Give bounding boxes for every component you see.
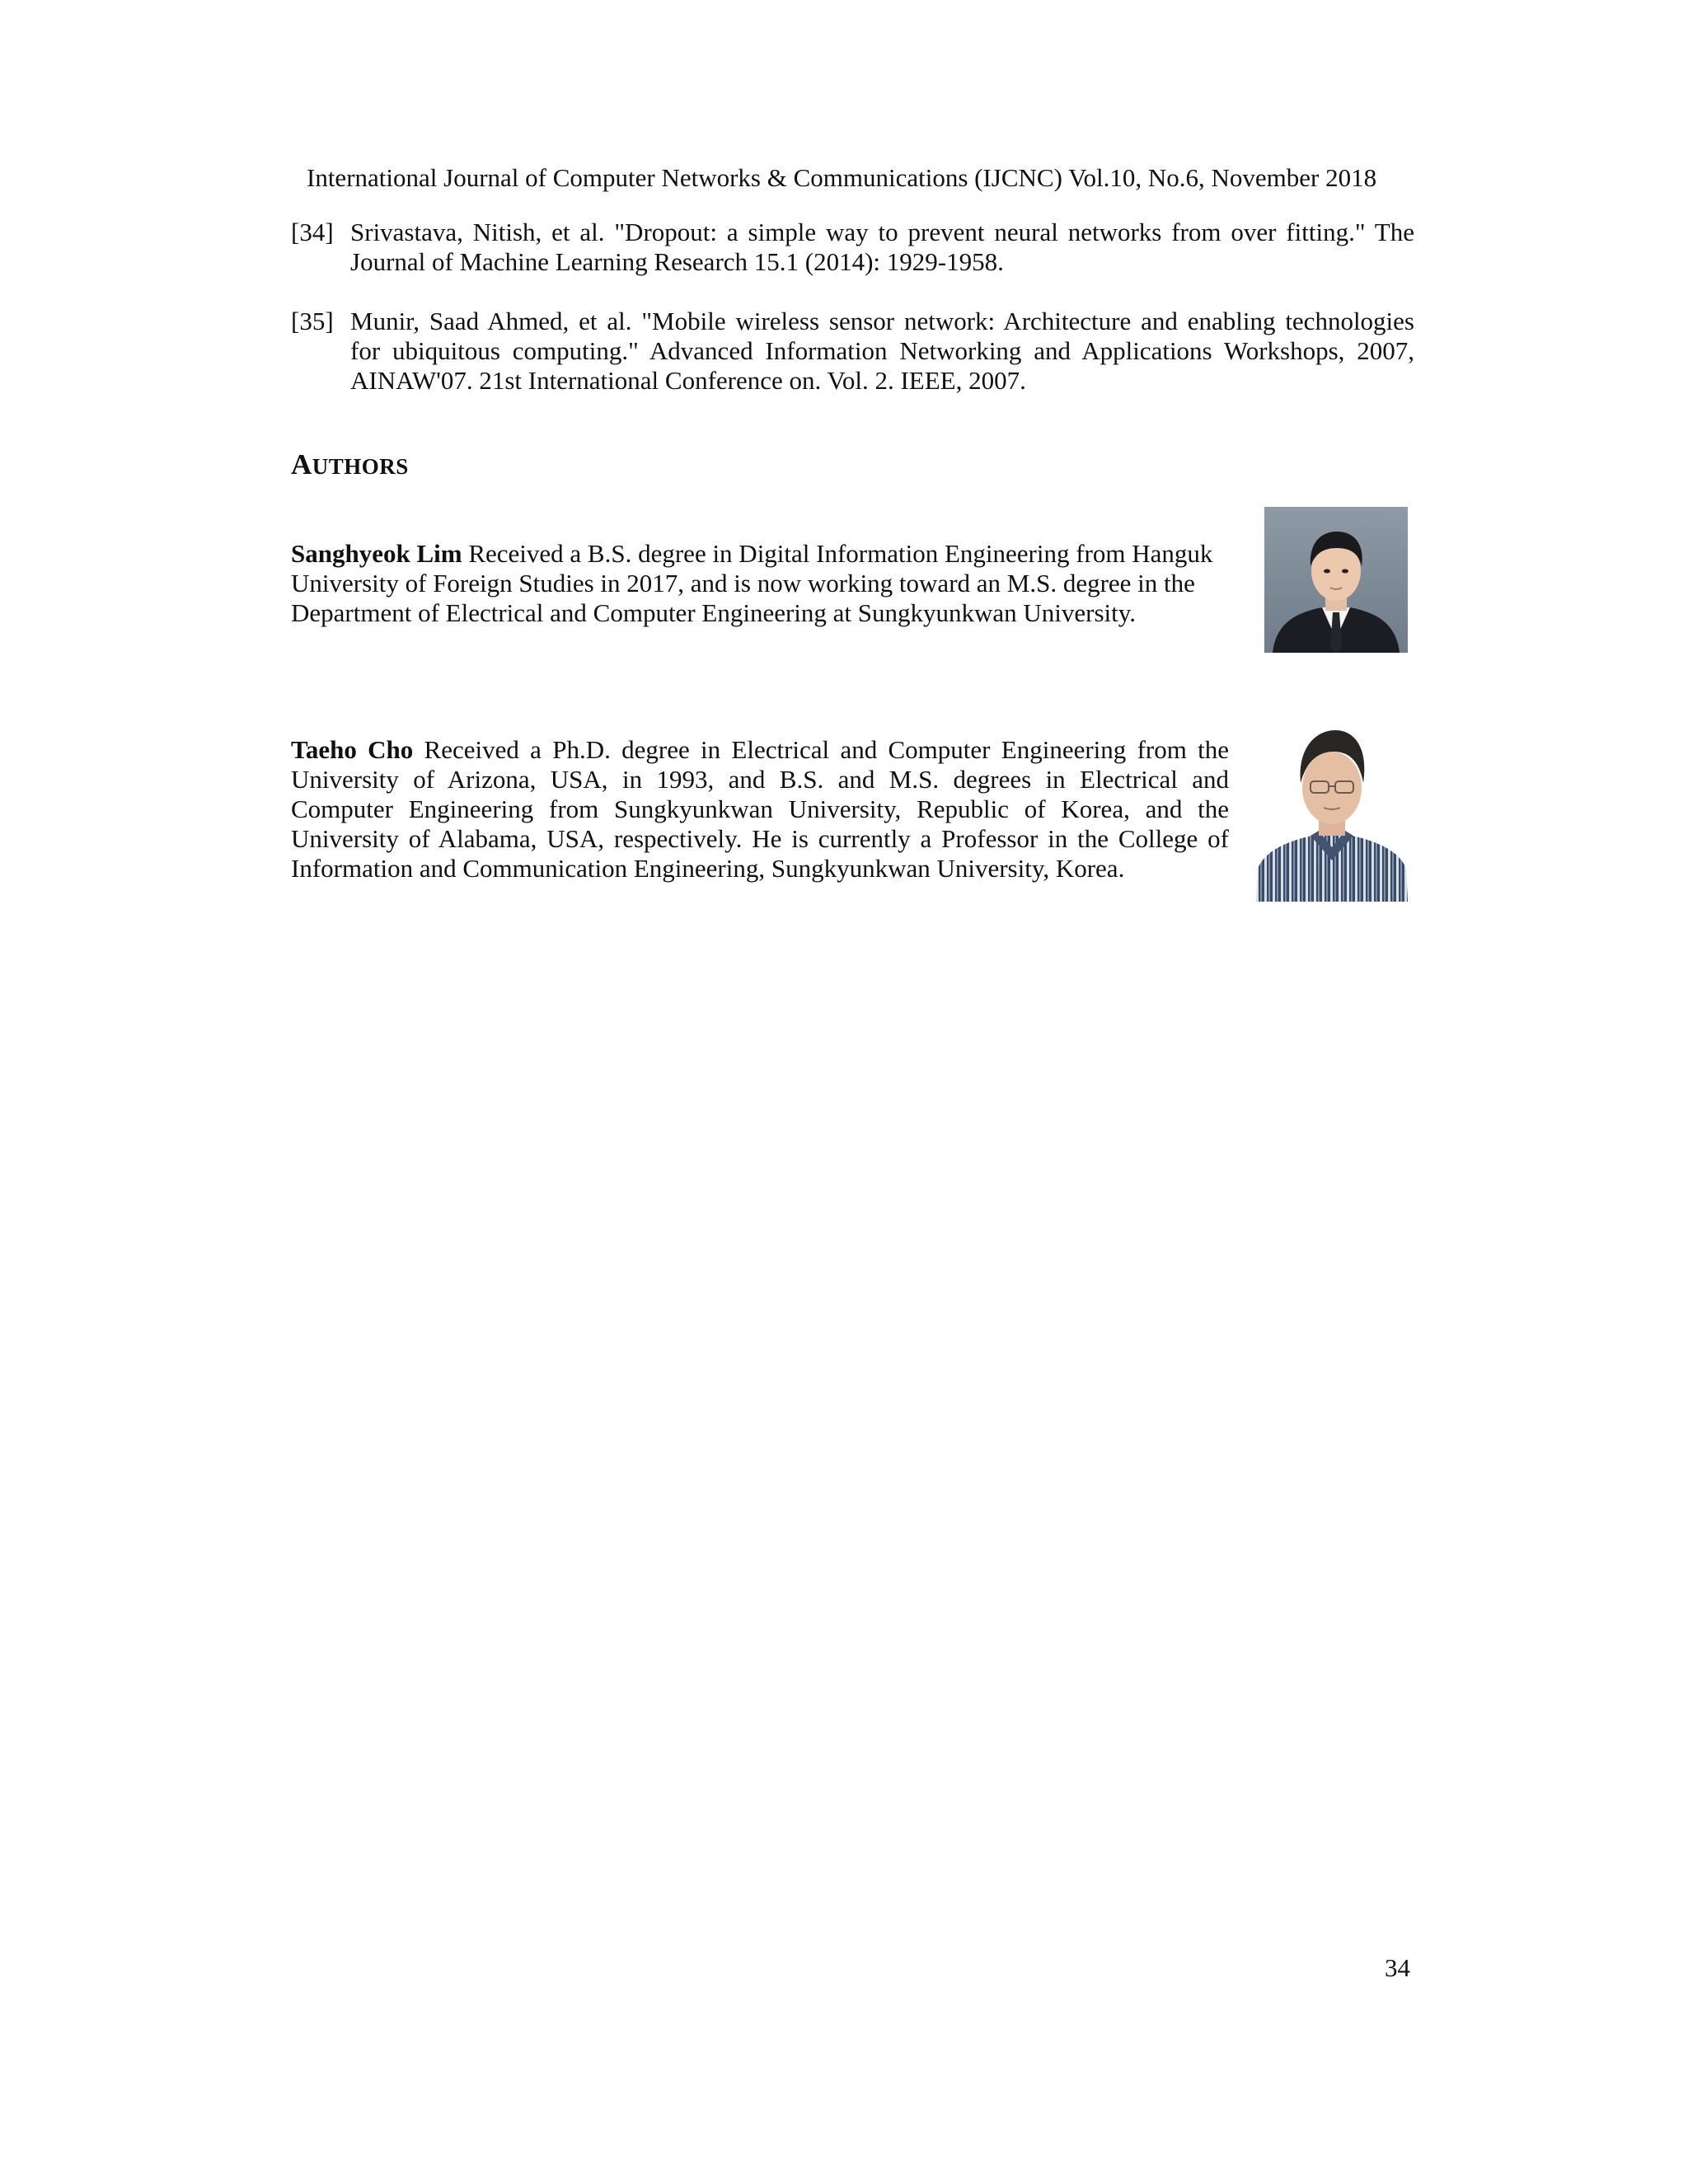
journal-header: International Journal of Computer Networks & Communications (IJCNC) Vol.10, No.6, November 2018 <box>307 163 1377 192</box>
reference-line: Munir, Saad Ahmed, et al. "Mobile wireless sensor network: Architecture and enabling technologies <box>350 307 1414 335</box>
author-bio-text: Received a B.S. degree in Digital Information Engineering from Hanguk <box>462 539 1213 568</box>
reference-line: AINAW'07. 21st International Conference on. Vol. 2. IEEE, 2007. <box>350 366 1026 395</box>
reference-text <box>350 307 1414 396</box>
author-photo <box>1256 719 1408 902</box>
author-bio <box>291 735 1229 883</box>
author-photo <box>1264 507 1408 653</box>
reference-line: Journal of Machine Learning Research 15.1 (2014): 1929-1958. <box>350 247 1004 276</box>
author-bio-text: Received a Ph.D. degree in Electrical and Computer Engineering from the <box>413 735 1229 764</box>
reference-text <box>350 218 1414 277</box>
author-bio-line: Information and Communication Engineering, Sungkyunkwan University, Korea. <box>291 854 1125 883</box>
reference-line: Srivastava, Nitish, et al. "Dropout: a simple way to prevent neural networks from over fitting." The <box>350 218 1414 246</box>
author-bio-line <box>291 539 1231 569</box>
author-name: Sanghyeok Lim <box>291 539 462 568</box>
reference-number: [34] <box>291 218 334 246</box>
author-bio-line: University of Foreign Studies in 2017, and is now working toward an M.S. degree in the <box>291 569 1195 598</box>
author-bio-line: University of Arizona, USA, in 1993, and B.S. and M.S. degrees in Electrical and <box>291 765 1229 794</box>
reference-list <box>291 218 1414 425</box>
section-heading-initial: A <box>291 448 312 480</box>
author-bio-line: Department of Electrical and Computer Engineering at Sungkyunkwan University. <box>291 598 1137 627</box>
reference-item <box>291 307 1414 396</box>
reference-number: [35] <box>291 307 334 335</box>
author-name: Taeho Cho <box>291 735 414 764</box>
page-number: 34 <box>1385 1953 1410 1982</box>
reference-line: for ubiquitous computing." Advanced Information Networking and Applications Workshops, 2007, <box>350 336 1414 365</box>
author-bio-line: Computer Engineering from Sungkyunkwan University, Republic of Korea, and the <box>291 794 1229 823</box>
section-heading <box>291 448 409 483</box>
author-bio <box>291 539 1231 628</box>
author-bio-line: University of Alabama, USA, respectively. He is currently a Professor in the College of <box>291 824 1229 853</box>
author-bio-line <box>291 735 1229 765</box>
section-heading-rest: UTHORS <box>312 454 409 479</box>
reference-item <box>291 218 1414 277</box>
